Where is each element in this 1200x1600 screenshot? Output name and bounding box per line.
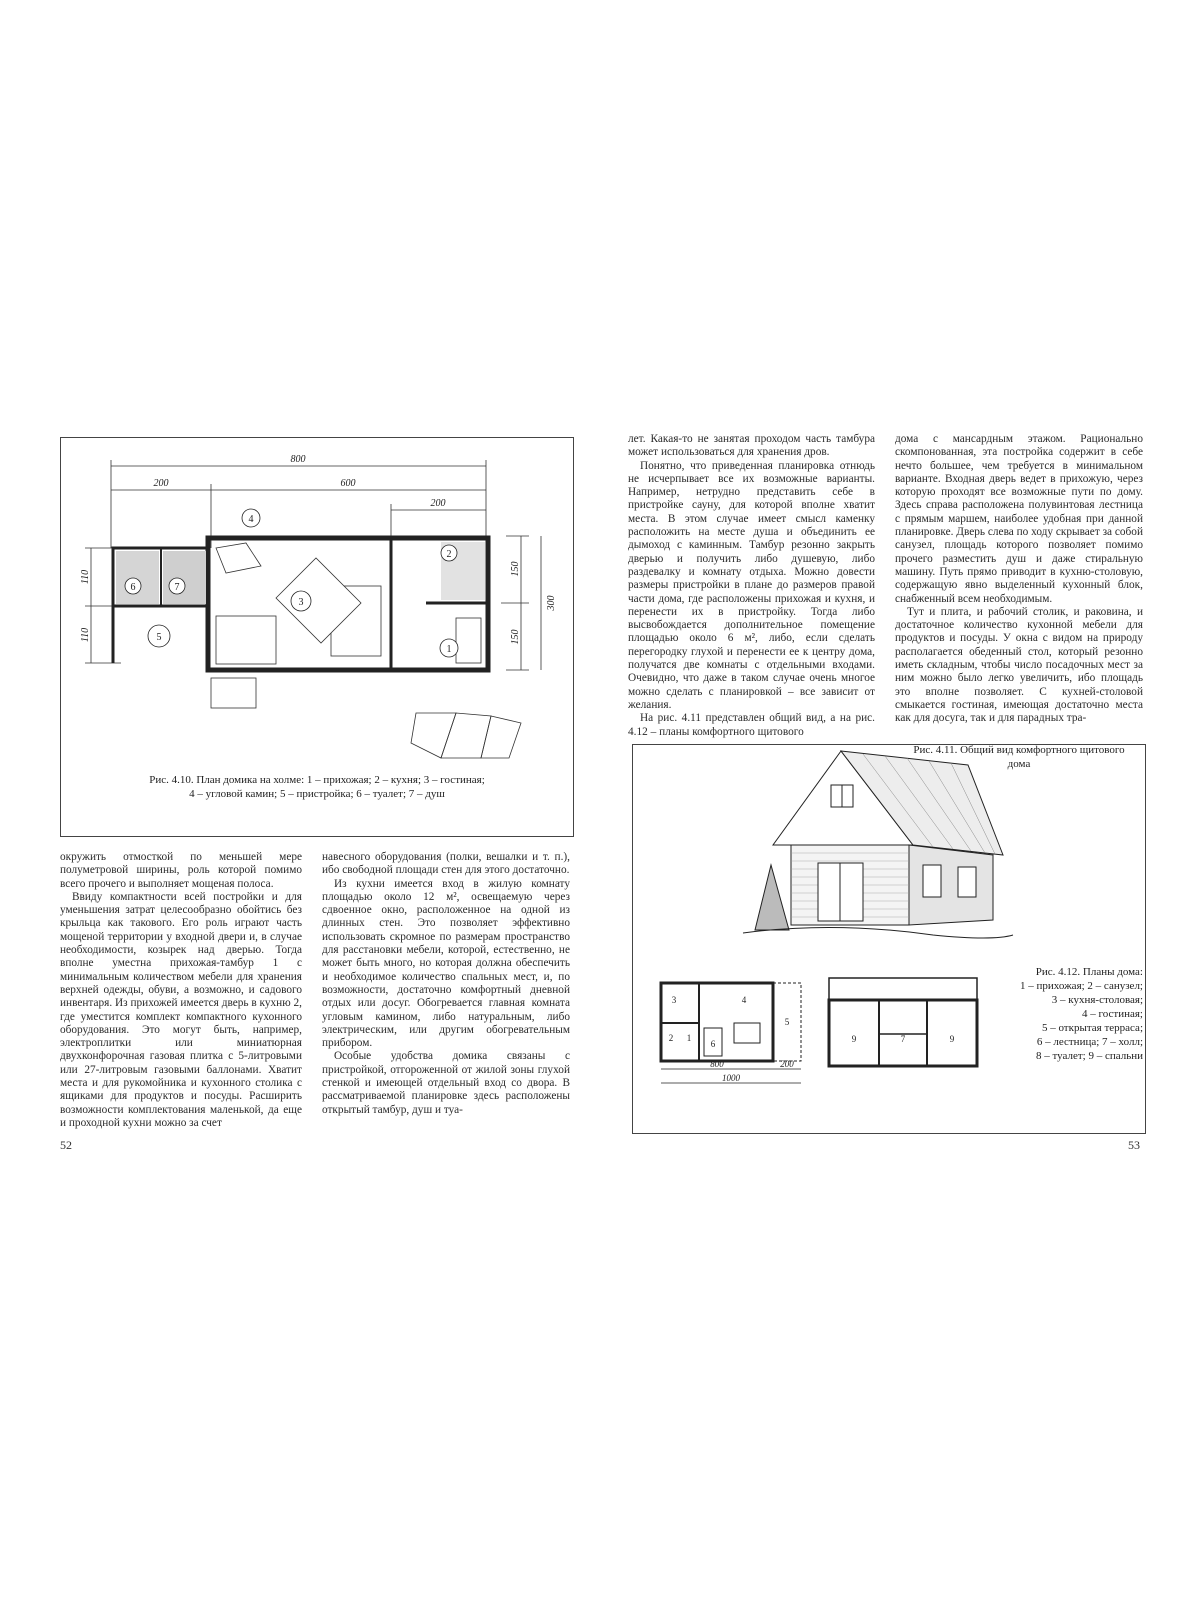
paragraph: лет. Какая-то не занятая проходом часть тамбура может использоваться для хранения дров. [628,433,875,459]
paragraph: Из кухни имеется вход в жилую комнату площадью около 12 м², освещаемую через сдвоенное окно, расположенное на одной из длинных стен. Это позволяет эффективно использовать скромное по размерам пространство для расстановки мебели, которой, естественно, не может быть много, но которая должна обеспечить и необходимое количество спальных мест, и, по возможности, достаточно комфортный дневной отдых или досуг. Обогревается главная комната угловым камином, либо натуральным, либо электрическим, или другим обогревательным прибором. [322,877,570,1050]
right-page-column-2 [895,433,1143,726]
paragraph: Особые удобства домика связаны с пристройкой, отгороженной от жилой зоны глухой стенкой и имеющей отдельный вход со двора. В рассматриваемой планировке здесь расположены открытый тамбур, душ и туа- [322,1050,570,1116]
attic-floor-plan-4-12 [821,970,981,1080]
caption-4-12-line2: 1 – прихожая; 2 – санузел; [1020,980,1143,992]
paragraph: дома с мансардным этажом. Рационально скомпонованная, эта постройка содержит в себе нечто большее, чем требуется в минимальном варианте. Входная дверь ведет в прихожую, через которую проходят все возможные пути по дому. Здесь справа расположена полувинтовая лестница с прямым маршем, наиболее удобная при данной планировке. Дверь слева по ходу скрывает за собой санузел, площадь которого позволяет помимо прочего разместить душ и даже стиральную машину. Путь прямо приводит в кухню-столовую, содержащую явно выделенный кухонный блок, снабженный всем необходимым. [895,433,1143,605]
ground-label-5: 5 [784,1017,790,1027]
dim-1000: 1000 [722,1073,740,1083]
room-label-3: 3 [298,597,304,608]
figure-4-10-caption [61,773,573,801]
dim-left: 200 [153,478,169,489]
caption-4-10-line2: 4 – угловой камин; 5 – пристройка; 6 – туалет; 7 – душ [189,788,445,800]
right-page-column-1 [628,433,875,739]
ground-label-3: 3 [671,995,677,1005]
dim-vtotal: 300 [546,595,557,611]
caption-4-12-line3: 3 – кухня-столовая; [1051,994,1143,1006]
room-label-7: 7 [174,582,180,593]
dim-800: 800 [710,1059,724,1069]
caption-4-10-line1: Рис. 4.10. План домика на холме: 1 – прихожая; 2 – кухня; 3 – гостиная; [149,774,485,786]
caption-4-11-line2: дома [1007,758,1031,770]
attic-label-9b: 9 [949,1034,955,1044]
paragraph: На рис. 4.11 представлен общий вид, а на рис. 4.12 – планы комфортного щитового [628,712,875,738]
paragraph: Ввиду компактности всей постройки и для уменьшения затрат целесообразно обойтись без крыльца как такового. Его роль играют часть мощеной территории у входной двери и, в случае необходимости, козырек над дверью. Тогда вполне уместна прихожая-тамбур 1 с минимальным количеством мебели для хранения верхней одежды, обуви, а возможно, и садового инвентаря. Из прихожей имеется дверь в кухню 2, где уместится комплект компактного кухонного оборудования. Это могут быть, например, электроплитки или миниатюрная двухконфорочная газовая плитка с 5-литровыми или 27-литровым газовыми баллонами. Хватит места и для рукомойника и кухонного столика с ящиками для продуктов и посуды. Расширить возможности комплектования маленькой, да еще и проходной кухни можно за счет [60,890,302,1129]
attic-label-9a: 9 [851,1034,857,1044]
ground-label-4: 4 [741,995,747,1005]
ground-label-6: 6 [710,1039,716,1049]
dim-v1: 150 [510,561,521,577]
room-label-6: 6 [130,582,136,593]
paragraph: окружить отмосткой по меньшей мере полуметровой ширины, роль которой помимо всего прочего и выполняет мощеная полоса. [60,851,302,890]
ground-label-1: 1 [686,1033,692,1043]
page-number-right: 53 [1128,1138,1140,1152]
figure-4-11-caption [895,743,1143,771]
ground-floor-plan-4-12 [639,973,829,1108]
dim-v2: 150 [510,629,521,645]
left-page-column-2 [322,851,570,1117]
dim-h1: 110 [80,569,91,585]
room-label-5: 5 [156,632,162,643]
figure-4-12-caption [985,965,1143,1063]
room-label-2: 2 [446,549,452,560]
caption-4-12-line6: 6 – лестница; 7 – холл; [1036,1036,1143,1048]
caption-4-12-line5: 5 – открытая терраса; [1041,1022,1143,1034]
caption-4-12-line4: 4 – гостиная; [1082,1008,1143,1020]
dim-total: 800 [290,454,306,465]
figure-4-10-box [60,437,574,837]
room-label-1: 1 [446,644,452,655]
attic-label-7: 7 [900,1034,906,1044]
left-page-column-1 [60,851,302,1130]
dim-right: 600 [340,478,356,489]
ground-label-2: 2 [668,1033,674,1043]
dim-h2: 110 [80,627,91,643]
page-number-left: 52 [60,1138,72,1152]
caption-4-11-line1: Рис. 4.11. Общий вид комфортного щитового [913,744,1125,756]
paragraph: Тут и плита, и рабочий столик, и раковина, и достаточное количество кухонной мебели для продуктов и посуды. У окна с видом на природу располагается обеденный стол, который резонно иметь складным, чтобы число посадочных мест за ним можно было легко увеличить, ибо площадь это вполне позволяет. С кухней-столовой смыкается гостиная, имеющая достаточно места как для досуга, так и для парадных тра- [895,605,1143,725]
dim-annex: 200 [430,498,446,509]
dim-200: 200 [780,1059,794,1069]
caption-4-12-line1: Рис. 4.12. Планы дома: [1035,966,1143,978]
paragraph: навесного оборудования (полки, вешалки и т. п.), ибо свободной площади стен для этого достаточно. [322,851,570,877]
room-label-4: 4 [248,514,254,525]
figures-4-11-4-12-box [632,744,1146,1134]
caption-4-12-line7: 8 – туалет; 9 – спальни [1035,1050,1143,1062]
paragraph: Понятно, что приведенная планировка отнюдь не исчерпывает все их возможные варианты. Например, нетрудно представить себе в пристройке сауну, для которой вполне хватит места. В этом случае имеет смысл каменку расположить на месте душа и объединить ее дымоход с каминным. Тамбур резонно закрыть дверью и получить либо душевую, либо раздевалку и комнату отдыха. Можно довести размеры пристройки в плане до размеров правой части дома, где расположены прихожая и кухня, и перенести их в пристройку. Тогда либо высвобождается дополнительное помещение площадью около 6 м², либо, если сделать перегородку глухой и перенести ее к центру дома, получатся две комнаты с отдельными входами. Очевидно, что даже в таком случае очень многое можно сделать с планировкой – все зависит от желания. [628,459,875,711]
